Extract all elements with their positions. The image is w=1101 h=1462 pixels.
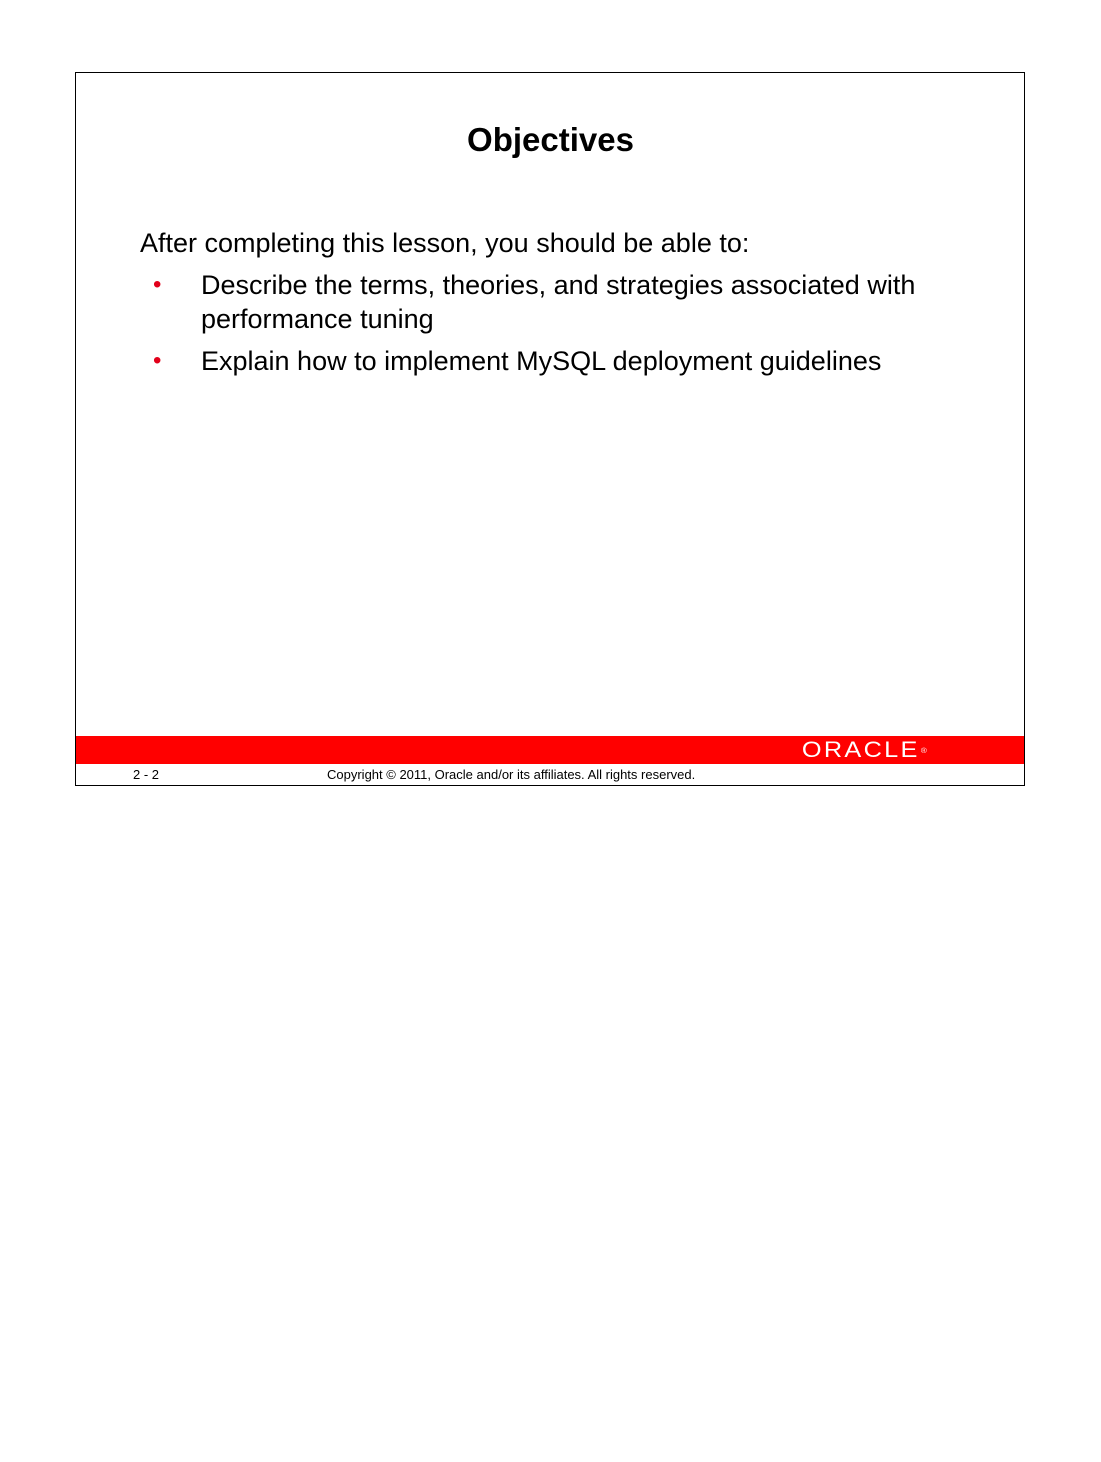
- bullet-icon: •: [153, 347, 162, 374]
- list-item: [140, 268, 960, 336]
- logo-mark: ®: [921, 748, 928, 755]
- bullet-icon: •: [153, 271, 162, 298]
- list-item-text: Describe the terms, theories, and strategies associated with performance tuning: [201, 270, 916, 334]
- list-item: [140, 344, 960, 378]
- objectives-list: [140, 268, 960, 386]
- footer-band: [76, 736, 1024, 764]
- slide-title: Objectives: [467, 121, 634, 158]
- list-item-text: Explain how to implement MySQL deployment guidelines: [201, 346, 882, 376]
- intro-text: After completing this lesson, you should be able to:: [140, 228, 750, 258]
- oracle-logo: [802, 738, 926, 762]
- copyright-notice: Copyright © 2011, Oracle and/or its affiliates. All rights reserved.: [327, 767, 696, 782]
- slide-frame: [75, 72, 1025, 786]
- logo-text: ORACLE: [802, 737, 921, 762]
- page-number: 2 - 2: [133, 767, 160, 782]
